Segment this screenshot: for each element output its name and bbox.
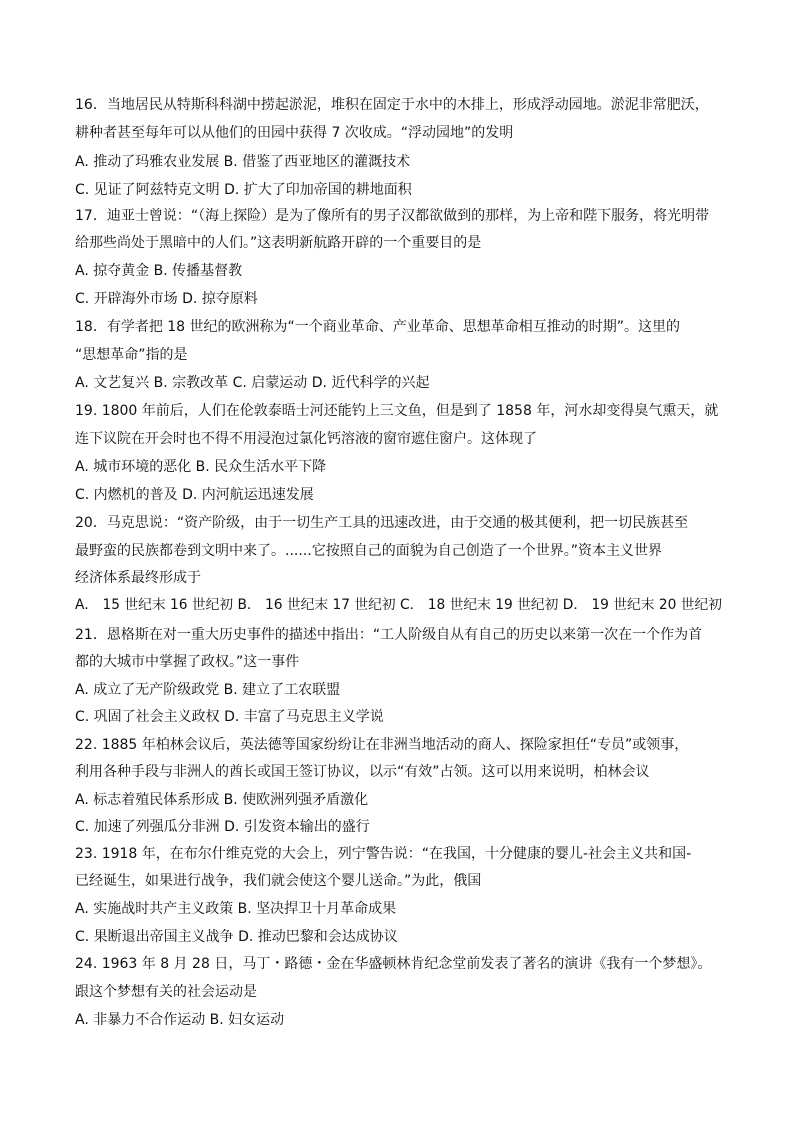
q23-stem-line-1: 23. 1918 年，在布尔什维克党的大会上，列宁警告说：“在我国，十分健康的婴儿-社会主义共和国- (75, 846, 692, 862)
q18-option-line-1: A. 文艺复兴 B. 宗教改革 C. 启蒙运动 D. 近代科学的兴起 (75, 375, 430, 391)
q24-stem-line-1: 24. 1963 年 8 月 28 日，马丁・路德・金在华盛顿林肯纪念堂前发表了著名的演讲《我有一个梦想》。 (75, 956, 712, 972)
q17-stem-line-1: 17．迪亚士曾说：“（海上探险）是为了像所有的男子汉都欲做到的那样，为上帝和陛下服务，将光明带 (75, 208, 710, 224)
q22-option-line-1: A. 标志着殖民体系形成 B. 使欧洲列强矛盾激化 (75, 792, 369, 808)
q21-stem-line-1: 21．恩格斯在对一重大历史事件的描述中指出：“工人阶级自从有自己的历史以来第一次在一个作为首 (75, 627, 703, 643)
q21-option-line-1: A. 成立了无产阶级政党 B. 建立了工农联盟 (75, 682, 341, 698)
q17-stem-line-2: 给那些尚处于黑暗中的人们。”这表明新航路开辟的一个重要目的是 (75, 235, 482, 251)
q19-stem-line-1: 19. 1800 年前后，人们在伦敦泰晤士河还能钓上三文鱼，但是到了 1858 年，河水却变得臭气熏天，就 (75, 403, 719, 419)
q18-stem-line-1: 18．有学者把 18 世纪的欧洲称为“一个商业革命、产业革命、思想革命相互推动的时期”。这里的 (75, 319, 681, 335)
q16-option-line-1: A. 推动了玛雅农业发展 B. 借鉴了西亚地区的灌溉技术 (75, 154, 411, 170)
q24-option-line-1: A. 非暴力不合作运动 B. 妇女运动 (75, 1012, 285, 1028)
q19-option-line-2: C. 内燃机的普及 D. 内河航运迅速发展 (75, 487, 314, 503)
q17-option-line-2: C. 开辟海外市场 D. 掠夺原料 (75, 291, 258, 307)
q22-option-line-2: C. 加速了列强瓜分非洲 D. 引发资本输出的盛行 (75, 819, 370, 835)
q23-stem-line-2: 已经诞生，如果进行战争，我们就会使这个婴儿送命。”为此，俄国 (75, 873, 482, 889)
q18-stem-line-2: “思想革命”指的是 (75, 347, 188, 363)
q21-stem-line-2: 都的大城市中掌握了政权。”这一事件 (75, 654, 300, 670)
q23-option-line-2: C. 果断退出帝国主义战争 D. 推动巴黎和会达成协议 (75, 929, 398, 945)
q20-stem-line-2: 最野蛮的民族都卷到文明中来了。......它按照自己的面貌为自己创造了一个世界。”资本主义世界 (75, 543, 662, 559)
q24-stem-line-2: 跟这个梦想有关的社会运动是 (75, 984, 257, 1000)
q19-stem-line-2: 连下议院在开会时也不得不用浸泡过氯化钙溶液的窗帘遮住窗户。这体现了 (75, 431, 537, 447)
q20-stem-line-1: 20．马克思说：“资产阶级，由于一切生产工具的迅速改进，由于交通的极其便利，把一切民族甚至 (75, 515, 689, 531)
q22-stem-line-2: 利用各种手段与非洲人的酋长或国王签订协议，以示“有效”占领。这可以用来说明，柏林会议 (75, 764, 650, 780)
q23-option-line-1: A. 实施战时共产主义政策 B. 坚决捍卫十月革命成果 (75, 901, 397, 917)
q21-option-line-2: C. 巩固了社会主义政权 D. 丰富了马克思主义学说 (75, 709, 384, 725)
q20-stem-line-3: 经济体系最终形成于 (75, 570, 201, 586)
q17-option-line-1: A. 掠夺黄金 B. 传播基督教 (75, 263, 243, 279)
q16-stem-line-1: 16．当地居民从特斯科科湖中捞起淤泥，堆积在固定于水中的木排上，形成浮动园地。淤泥非常肥沃， (75, 97, 709, 113)
q22-stem-line-1: 22. 1885 年柏林会议后，英法德等国家纷纷让在非洲当地活动的商人、探险家担任“专员”或领事， (75, 737, 689, 753)
q19-option-line-1: A. 城市环境的恶化 B. 民众生活水平下降 (75, 459, 327, 475)
q20-option-line-1: A． 15 世纪末 16 世纪初 B． 16 世纪末 17 世纪初 C． 18 世纪末 19 世纪初 D． 19 世纪末 20 世纪初 (75, 597, 723, 613)
q16-stem-line-2: 耕种者甚至每年可以从他们的田园中获得 7 次收成。“浮动园地”的发明 (75, 125, 514, 141)
q16-option-line-2: C. 见证了阿兹特克文明 D. 扩大了印加帝国的耕地面积 (75, 182, 412, 198)
